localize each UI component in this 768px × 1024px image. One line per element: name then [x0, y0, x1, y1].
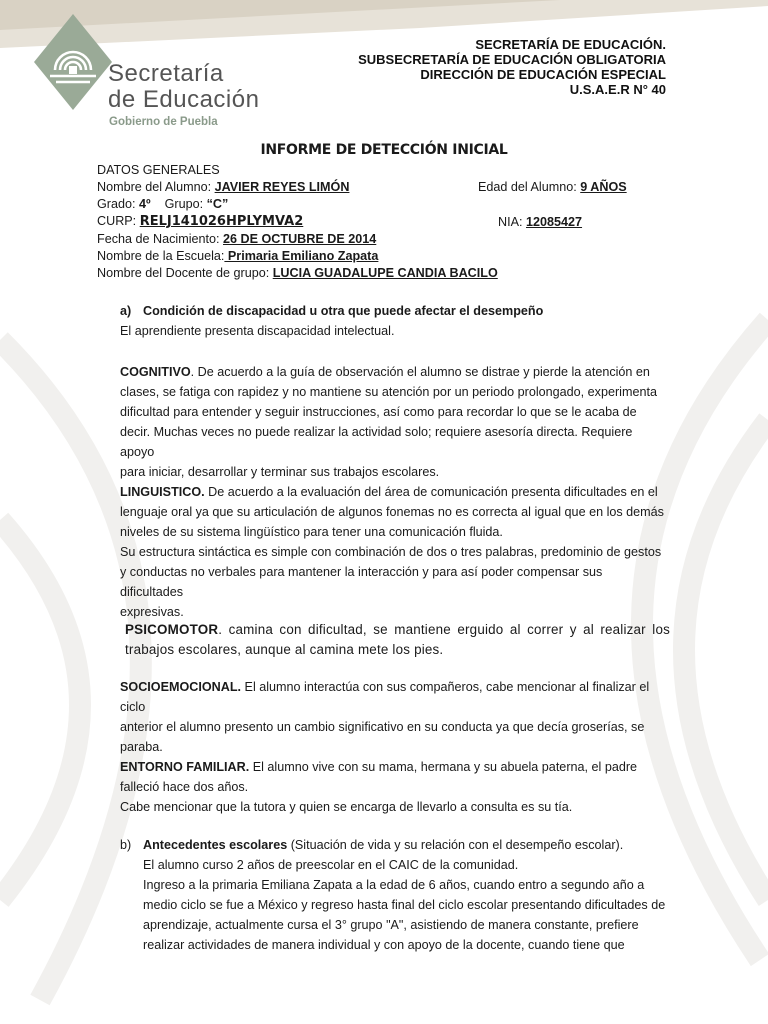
linguistico-line-4: Su estructura sintáctica es simple con combinación de dos o tres palabras, predominio de gestos [120, 545, 662, 559]
nia-label: NIA: [498, 215, 526, 229]
logo-text-educacion: de Educación [108, 86, 260, 113]
student-name-row [97, 179, 349, 196]
birth-date-row [97, 231, 376, 248]
socioemocional-label: SOCIOEMOCIONAL. [120, 680, 242, 694]
socioemocional-paragraph [120, 677, 668, 757]
entorno-line-1: El alumno vive con su mama, hermana y su abuela paterna, el padre [249, 760, 638, 774]
section-b-heading-rest: (Situación de vida y su relación con el desempeño escolar). [287, 838, 624, 852]
header-line-1: SECRETARÍA DE EDUCACIÓN. [475, 37, 666, 52]
teacher-row [97, 265, 498, 282]
student-name-value: JAVIER REYES LIMÓN [214, 180, 350, 194]
linguistico-line-1: De acuerdo a la evaluación del área de comunicación presenta dificultades en el [204, 485, 658, 499]
linguistico-paragraph [120, 482, 668, 622]
grade-label: Grado: [97, 197, 139, 211]
government-logo-icon [34, 14, 112, 110]
birth-date-value: 26 DE OCTUBRE DE 2014 [223, 232, 377, 246]
student-age-row [478, 179, 627, 196]
cognitivo-line-2: clases, se fatiga con rapidez y no mantiene su atención por un periodo prolongado, experimenta [120, 385, 657, 399]
curp-row [97, 213, 303, 230]
entorno-line-2: falleció hace dos años. [120, 780, 249, 794]
socioemocional-line-3: paraba. [120, 740, 163, 754]
cognitivo-line-5: para iniciar, desarrollar y terminar sus trabajos escolares. [120, 465, 440, 479]
linguistico-label: LINGUISTICO. [120, 485, 205, 499]
header-line-3: DIRECCIÓN DE EDUCACIÓN ESPECIAL [420, 67, 666, 82]
general-data-heading: DATOS GENERALES [97, 163, 220, 177]
curp-label: CURP: [97, 214, 140, 228]
linguistico-line-5: y conductas no verbales para mantener la interacción y para así poder compensar sus dificultades [120, 565, 603, 599]
grade-group-row [97, 196, 228, 213]
teacher-value: LUCIA GUADALUPE CANDIA BACILO [272, 266, 498, 280]
section-b-line-5: realizar actividades de manera individual y con apoyo de la docente, cuando tiene que [143, 938, 625, 952]
teacher-label: Nombre del Docente de grupo: [97, 266, 273, 280]
document-title: INFORME DE DETECCIÓN INICIAL [260, 142, 508, 158]
nia-row [498, 214, 582, 231]
section-b-marker: b) [120, 838, 132, 852]
section-a-heading: Condición de discapacidad u otra que puede afectar el desempeño [143, 304, 544, 318]
student-age-value: 9 AÑOS [580, 180, 627, 194]
entorno-line-3: Cabe mencionar que la tutora y quien se encarga de llevarlo a consulta es su tía. [120, 800, 573, 814]
linguistico-line-2: lenguaje oral ya que su articulación de algunos fonemas no es correcta al igual que en los demás [120, 505, 664, 519]
psicomotor-label: PSICOMOTOR [125, 622, 219, 637]
logo-text-secretaria: Secretaría [108, 60, 224, 87]
cognitivo-line-1: . De acuerdo a la guía de observación el alumno se distrae y pierde la atención en [190, 365, 650, 379]
socioemocional-line-1: El alumno interactúa con sus compañeros, cabe mencionar al finalizar el ciclo [120, 680, 650, 714]
section-a-text: El aprendiente presenta discapacidad intelectual. [120, 324, 395, 338]
group-value: “C” [206, 197, 229, 211]
socioemocional-line-2: anterior el alumno presento un cambio significativo en su conducta ya que decía groserías, se [120, 720, 645, 734]
nia-value: 12085427 [526, 215, 583, 229]
section-a-marker: a) [120, 304, 132, 318]
birth-date-label: Fecha de Nacimiento: [97, 232, 223, 246]
linguistico-line-3: niveles de su sistema lingüístico para tener una comunicación fluida. [120, 525, 503, 539]
psicomotor-text: . camina con dificultad, se mantiene erguido al correr y al realizar los trabajos escolares, aunque al camina mete los pies. [125, 622, 670, 657]
cognitivo-label: COGNITIVO [120, 365, 191, 379]
cognitivo-line-4: decir. Muchas veces no puede realizar la actividad solo; requiere asesoría directa. Requiere apoyo [120, 425, 633, 459]
student-age-label: Edad del Alumno: [478, 180, 581, 194]
linguistico-line-6: expresivas. [120, 605, 184, 619]
school-row [97, 248, 378, 265]
section-b-heading: Antecedentes escolares [143, 838, 288, 852]
grade-value: 4º [139, 197, 151, 211]
entorno-familiar-label: ENTORNO FAMILIAR. [120, 760, 250, 774]
section-b-line-2: Ingreso a la primaria Emiliana Zapata a la edad de 6 años, cuando entro a segundo año a [143, 878, 645, 892]
header-line-4: U.S.A.E.R N° 40 [569, 82, 666, 97]
section-b-line-3: medio ciclo se fue a México y regreso hasta final del ciclo escolar presentando dificultades de [143, 898, 666, 912]
section-b-line-1: El alumno curso 2 años de preescolar en el CAIC de la comunidad. [143, 858, 519, 872]
document-header [358, 37, 666, 97]
school-label: Nombre de la Escuela: [97, 249, 225, 263]
cognitivo-paragraph [120, 362, 668, 482]
header-line-2: SUBSECRETARÍA DE EDUCACIÓN OBLIGATORIA [358, 52, 666, 67]
student-name-label: Nombre del Alumno: [97, 180, 215, 194]
group-label: Grupo: [164, 197, 207, 211]
entorno-familiar-paragraph [120, 757, 668, 817]
psicomotor-paragraph [125, 620, 670, 660]
logo-text-gobierno: Gobierno de Puebla [109, 116, 218, 128]
section-b-line-4: aprendizaje, actualmente cursa el 3° grupo "A", asistiendo de manera constante, prefiere [143, 918, 639, 932]
school-value: Primaria Emiliano Zapata [224, 249, 379, 263]
section-b-paragraph [143, 835, 673, 955]
curp-value: RELJ141026HPLYMVA2 [139, 214, 304, 229]
cognitivo-line-3: dificultad para entender y seguir instrucciones, así como para recordar lo que se le acaba de [120, 405, 637, 419]
